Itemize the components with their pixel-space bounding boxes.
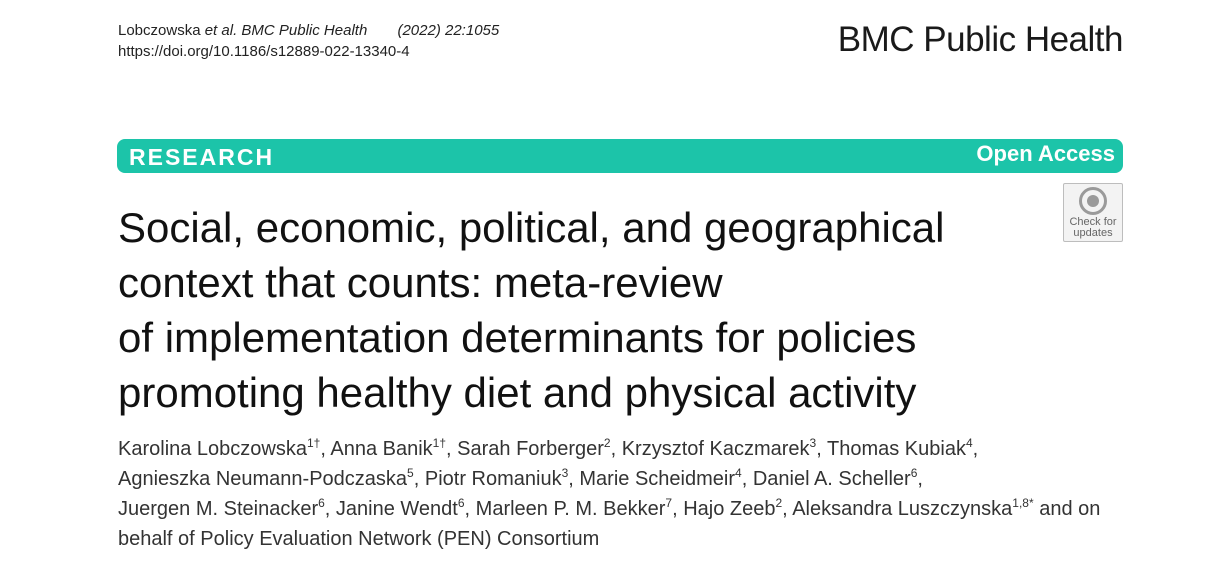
check-updates-line1: Check for	[1069, 216, 1117, 228]
author-name[interactable]: Piotr Romaniuk	[424, 468, 562, 490]
citation-volume: (2022) 22:1055	[397, 22, 500, 39]
citation-header	[118, 20, 499, 62]
doi-link[interactable]: https://doi.org/10.1186/s12889-022-13340-4	[118, 43, 410, 60]
author-name[interactable]: Agnieszka Neumann-Podczaska	[118, 468, 408, 490]
check-updates-line2: updates	[1073, 227, 1113, 239]
author-affiliation: 1†	[432, 436, 447, 450]
article-type-label: RESEARCH	[129, 144, 275, 170]
author-affiliation: 2	[775, 496, 783, 510]
author-list	[118, 434, 1118, 554]
author-affiliation: 7	[665, 496, 673, 510]
author-line: Karolina Lobczowska$^{1\dagger}$, Anna Banik$^{1\dagger}$, Sarah Forberger$^2$, Krzysztof Kaczmarek$^3$, Thomas Kubiak$^4$,	[118, 436, 979, 460]
author-line: Agnieszka Neumann-Podczaska$^5$, Piotr Romaniuk$^3$, Marie Scheidmeir$^4$, Daniel A. Scheller$^6$,	[118, 466, 923, 490]
author-name[interactable]: Daniel A. Scheller	[752, 468, 911, 490]
journal-brand: BMC Public Health	[837, 20, 1123, 59]
check-for-updates-button[interactable]	[1063, 183, 1123, 242]
consortium-text: behalf of Policy Evaluation Network (PEN) Consortium	[118, 528, 600, 550]
author-name[interactable]: Marleen P. M. Bekker	[475, 498, 666, 520]
author-name[interactable]: Krzysztof Kaczmarek	[621, 438, 810, 460]
author-affiliation: 2	[603, 436, 611, 450]
author-name[interactable]: Thomas Kubiak	[827, 438, 966, 460]
title-line: promoting healthy diet and physical activity	[118, 369, 917, 416]
citation-journal: et al. BMC Public Health	[204, 22, 368, 39]
crossmark-icon	[1079, 187, 1107, 215]
title-line: of implementation determinants for policies	[118, 314, 917, 361]
author-affiliation: 6	[457, 496, 465, 510]
author-affiliation: 5	[407, 466, 414, 480]
author-affiliation: 4	[965, 436, 973, 450]
author-name[interactable]: Sarah Forberger	[457, 438, 604, 460]
author-affiliation: 1†	[307, 436, 321, 450]
author-name[interactable]: Karolina Lobczowska	[118, 438, 307, 460]
author-name[interactable]: Marie Scheidmeir	[579, 468, 735, 490]
author-name[interactable]: Janine Wendt	[335, 498, 458, 520]
author-name[interactable]: Hajo Zeeb	[683, 498, 776, 520]
authors-tail: and on	[1039, 498, 1101, 520]
author-affiliation: 6	[910, 466, 918, 480]
citation-author: Lobczowska	[118, 22, 201, 39]
author-name[interactable]: Anna Banik	[330, 438, 433, 460]
author-affiliation: 1,8*	[1012, 496, 1034, 510]
article-title	[118, 200, 1058, 420]
author-affiliation: 3	[809, 436, 817, 450]
author-affiliation: 6	[318, 496, 325, 510]
article-type-banner	[117, 139, 1123, 173]
author-line: Juergen M. Steinacker$^6$, Janine Wendt$^6$, Marleen P. M. Bekker$^7$, Hajo Zeeb$^2$, Aleksandra Luszczynska$^{1,8*}$ and on	[118, 496, 1101, 520]
open-access-label: Open Access	[976, 141, 1115, 166]
author-name[interactable]: Aleksandra Luszczynska	[792, 498, 1013, 520]
author-affiliation: 3	[561, 466, 569, 480]
author-affiliation: 4	[735, 466, 742, 480]
author-name[interactable]: Juergen M. Steinacker	[118, 498, 319, 520]
author-line	[118, 524, 1118, 554]
title-line: context that counts: meta-review	[118, 259, 723, 306]
title-line: Social, economic, political, and geographical	[118, 204, 945, 251]
